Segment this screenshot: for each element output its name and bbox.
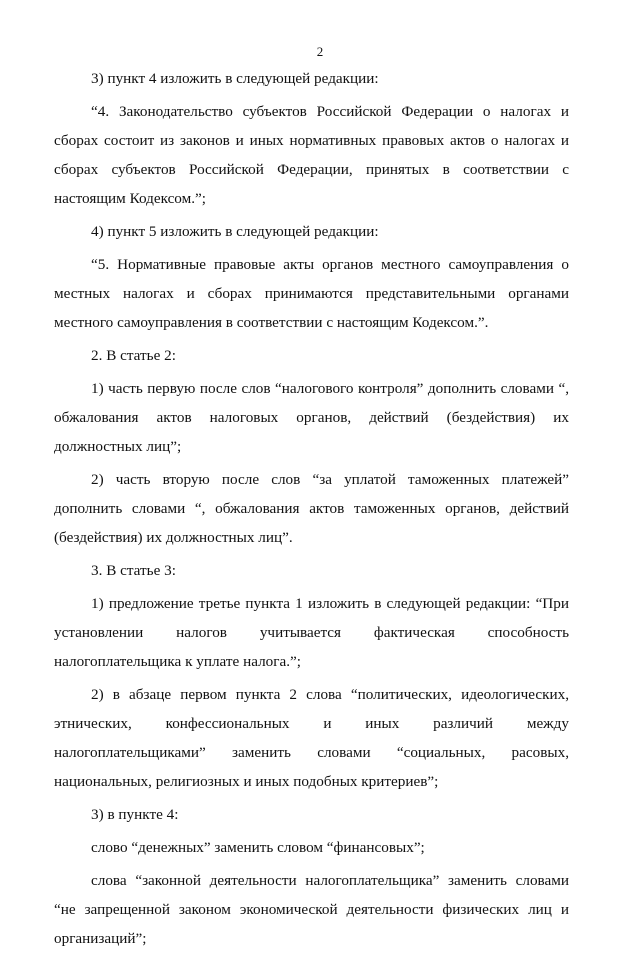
paragraph: 3) пункт 4 изложить в следующей редакции: — [91, 70, 379, 87]
paragraph: 2. В статье 2: — [91, 347, 176, 364]
paragraph: слово “денежных” заменить словом “финансовых”; — [91, 839, 425, 856]
paragraph: 2) в абзаце первом пункта 2 слова “политических, идеологических, этнических, конфессиональных и иных различий между налогоплательщиками” заменить словами “социальных, расовых, национальных, религиозных и иных подобных критериев”; — [54, 686, 569, 790]
document-body — [54, 64, 569, 953]
paragraph: 3) в пункте 4: — [91, 806, 179, 823]
paragraph: “5. Нормативные правовые акты органов местного самоуправления о местных налогах и сборах принимаются представительными органами местного самоуправления в соответствии с настоящим Кодексом.”. — [54, 256, 569, 331]
paragraph: 3. В статье 3: — [91, 562, 176, 579]
paragraph: “4. Законодательство субъектов Российской Федерации о налогах и сборах состоит из законов и иных нормативных правовых актов о налогах и сборах субъектов Российской Федерации, принятых в соответствии с настоящим Кодексом.”; — [54, 103, 569, 207]
paragraph: 1) часть первую после слов “налогового контроля” дополнить словами “, обжалования актов налоговых органов, действий (бездействия) их должностных лиц”; — [54, 380, 569, 455]
page-number: 2 — [316, 44, 324, 59]
paragraph: слова “законной деятельности налогоплательщика” заменить словами “не запрещенной законом экономической деятельности физических лиц и организаций”; — [54, 872, 569, 947]
paragraph: 1) предложение третье пункта 1 изложить в следующей редакции: “При установлении налогов учитывается фактическая способность налогоплательщика к уплате налога.”; — [54, 595, 569, 670]
paragraph: 2) часть вторую после слов “за уплатой таможенных платежей” дополнить словами “, обжалования актов таможенных органов, действий (бездействия) их должностных лиц”. — [54, 471, 569, 546]
paragraph: 4) пункт 5 изложить в следующей редакции: — [91, 223, 379, 240]
